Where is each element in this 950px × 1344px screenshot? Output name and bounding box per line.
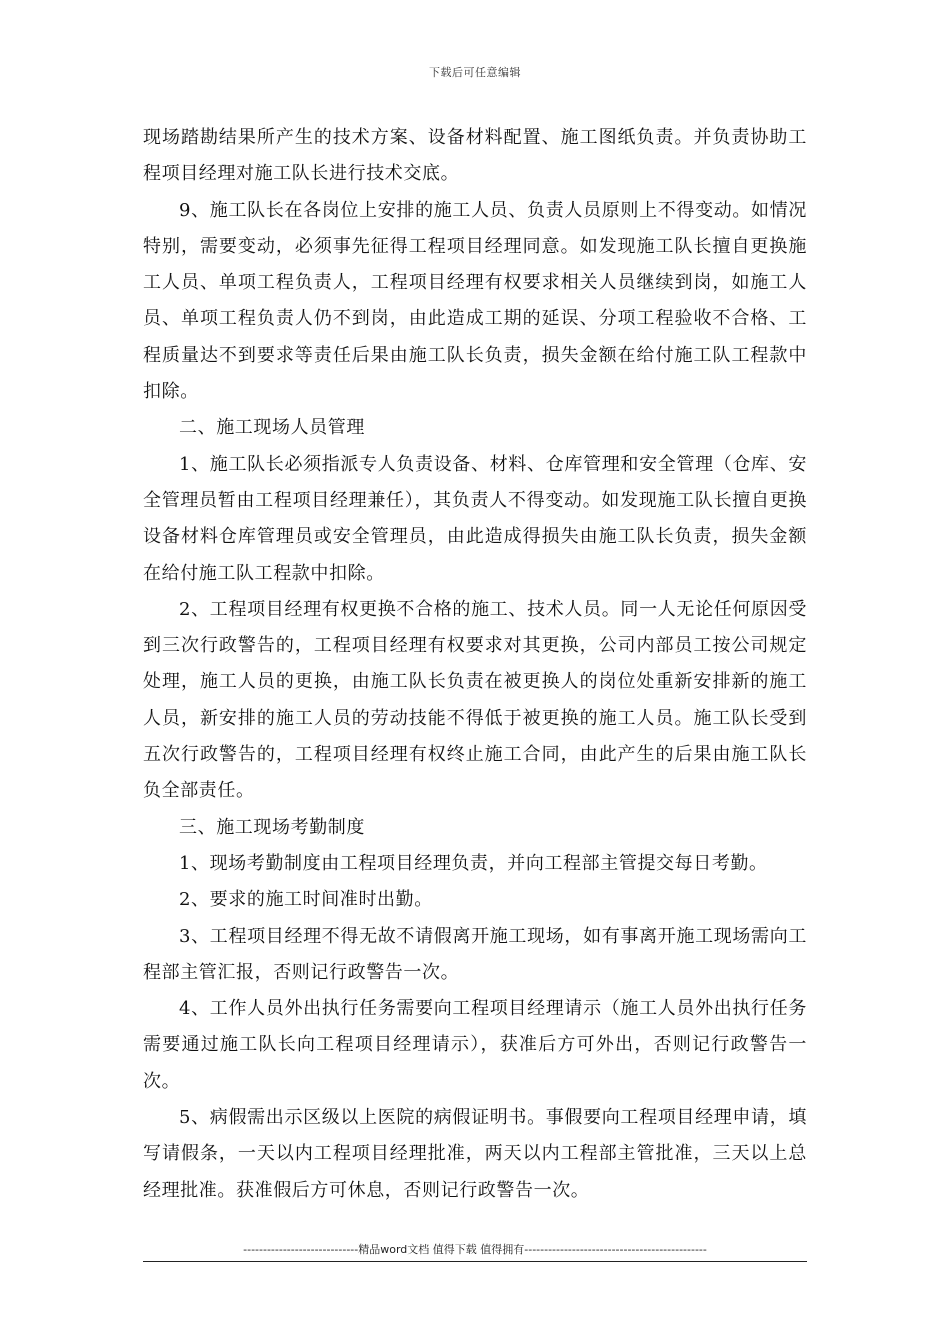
paragraph-0: 现场踏勘结果所产生的技术方案、设备材料配置、施工图纸负责。并负责协助工程项目经理对施工队长进行技术交底。 (143, 127, 807, 185)
paragraph-7: 2、要求的施工时间准时出勤。 (179, 889, 433, 911)
paragraph-9: 4、工作人员外出执行任务需要向工程项目经理请示（施工人员外出执行任务需要通过施工队长向工程项目经理请示），获准后方可外出，否则记行政警告一次。 (143, 998, 807, 1092)
paragraph-6: 1、现场考勤制度由工程项目经理负责，并向工程部主管提交每日考勤。 (179, 852, 768, 874)
page-footer: -----------------------------精品word文档 值得下载 值得拥有---------------------------------------------- (243, 1243, 707, 1256)
section-heading-3: 三、施工现场考勤制度 (179, 816, 365, 838)
paragraph-1: 9、施工队长在各岗位上安排的施工人员、负责人员原则上不得变动。如情况特别，需要变动，必须事先征得工程项目经理同意。如发现施工队长擅自更换施工人员、单项工程负责人，工程项目经理有权要求相关人员继续到岗，如施工人员、单项工程负责人仍不到岗，由此造成工期的延误、分项工程验收不合格、工程质量达不到要求等责任后果由施工队长负责，损失金额在给付施工队工程款中扣除。 (143, 199, 807, 403)
paragraph-4: 2、工程项目经理有权更换不合格的施工、技术人员。同一人无论任何原因受到三次行政警告的，工程项目经理有权要求对其更换，公司内部员工按公司规定处理，施工人员的更换，由施工队长负责在被更换人的岗位处重新安排新的施工人员，新安排的施工人员的劳动技能不得低于被更换的施工人员。施工队长受到五次行政警告的，工程项目经理有权终止施工合同，由此产生的后果由施工队长负全部责任。 (143, 598, 807, 802)
paragraph-10: 5、病假需出示区级以上医院的病假证明书。事假要向工程项目经理申请，填写请假条，一天以内工程项目经理批准，两天以内工程部主管批准，三天以上总经理批准。获准假后方可休息，否则记行政警告一次。 (143, 1107, 807, 1201)
footer-divider (143, 1261, 807, 1262)
paragraph-3: 1、施工队长必须指派专人负责设备、材料、仓库管理和安全管理（仓库、安全管理员暂由工程项目经理兼任），其负责人不得变动。如发现施工队长擅自更换设备材料仓库管理员或安全管理员，由此造成得损失由施工队长负责，损失金额在给付施工队工程款中扣除。 (143, 453, 807, 584)
document-body (143, 120, 807, 1209)
paragraph-8: 3、工程项目经理不得无故不请假离开施工现场，如有事离开施工现场需向工程部主管汇报，否则记行政警告一次。 (143, 925, 807, 983)
page-header: 下载后可任意编辑 (429, 66, 521, 79)
section-heading-2: 二、施工现场人员管理 (179, 417, 365, 439)
